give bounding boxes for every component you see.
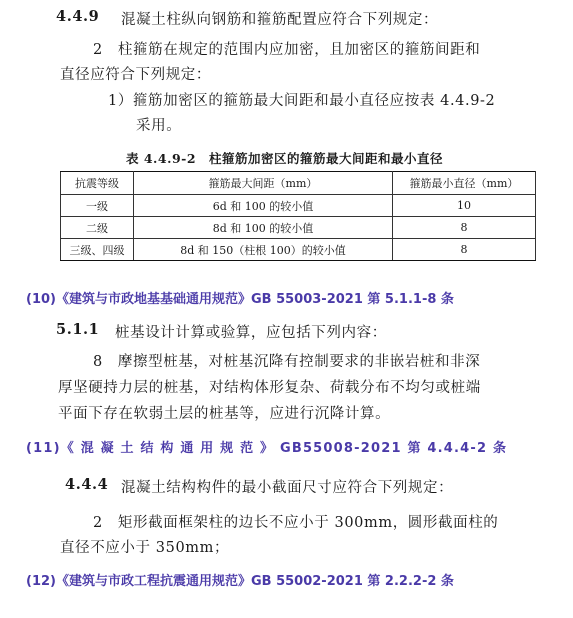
table-title: 表 4.4.9-2 柱箍筋加密区的箍筋最大间距和最小直径 <box>126 151 444 166</box>
table-cell: 10 <box>393 195 536 217</box>
paragraph-line: 8 摩擦型桩基，对桩基沉降有控制要求的非嵌岩桩和非深 <box>93 354 481 370</box>
table-row <box>61 195 536 217</box>
paragraph-line: 直径不应小于 350mm； <box>60 540 230 556</box>
paragraph-line: 直径应符合下列规定： <box>60 67 211 83</box>
table-header-cell: 箍筋最小直径（mm） <box>393 172 536 195</box>
section-title-4-4-9: 混凝土柱纵向钢筋和箍筋配置应符合下列规定： <box>121 12 439 28</box>
section-number-4-4-9: 4.4.9 <box>56 8 100 25</box>
table-row <box>61 217 536 239</box>
table-cell: 二级 <box>61 217 134 239</box>
table-header-cell: 箍筋最大间距（mm） <box>134 172 393 195</box>
table-cell: 三级、四级 <box>61 239 134 261</box>
table-row <box>61 239 536 261</box>
table-cell: 8 <box>393 217 536 239</box>
table-cell: 8d 和 150（柱根 100）的较小值 <box>134 239 393 261</box>
section-number-5-1-1: 5.1.1 <box>56 321 100 338</box>
table-header-cell: 抗震等级 <box>61 172 134 195</box>
paragraph-line: 平面下存在软弱土层的桩基等，应进行沉降计算。 <box>58 406 391 422</box>
standard-reference: (10)《建筑与市政地基基础通用规范》GB 55003-2021 第 5.1.1-8 条 <box>26 292 454 307</box>
paragraph-line: 厚坚硬持力层的桩基，对结构体形复杂、荷载分布不均匀或桩端 <box>58 380 481 396</box>
paragraph-line: 1）箍筋加密区的箍筋最大间距和最小直径应按表 4.4.9-2 <box>108 93 496 109</box>
standard-reference: (12)《建筑与市政工程抗震通用规范》GB 55002-2021 第 2.2.2-2 条 <box>26 574 454 589</box>
standard-reference: (11)《 混 凝 土 结 构 通 用 规 范 》 GB55008-2021 第 4.4.4-2 条 <box>26 441 508 456</box>
table-cell: 一级 <box>61 195 134 217</box>
section-number-4-4-4: 4.4.4 <box>65 476 109 493</box>
table-header-row <box>61 172 536 195</box>
paragraph-line: 2 矩形截面框架柱的边长不应小于 300mm，圆形截面柱的 <box>93 515 499 531</box>
table-cell: 8d 和 100 的较小值 <box>134 217 393 239</box>
section-title-4-4-4: 混凝土结构构件的最小截面尺寸应符合下列规定： <box>121 480 454 496</box>
paragraph-line: 采用。 <box>136 118 182 134</box>
table-cell: 6d 和 100 的较小值 <box>134 195 393 217</box>
table-cell: 8 <box>393 239 536 261</box>
section-title-5-1-1: 桩基设计计算或验算，应包括下列内容： <box>115 325 387 341</box>
paragraph-line: 2 柱箍筋在规定的范围内应加密，且加密区的箍筋间距和 <box>93 42 481 58</box>
stirrup-table <box>60 171 536 261</box>
